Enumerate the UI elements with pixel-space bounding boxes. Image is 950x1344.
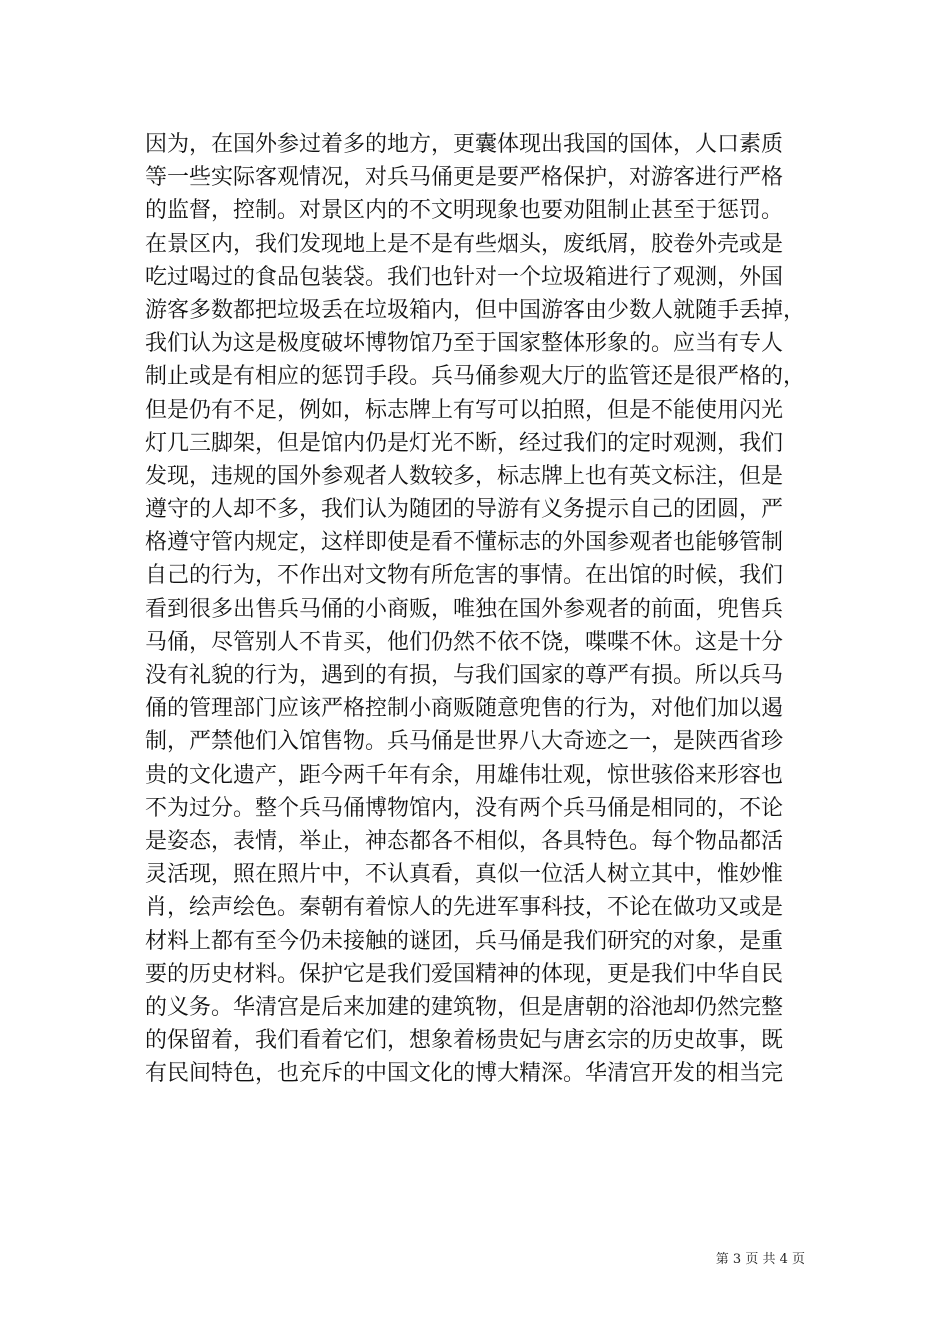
text-line: 的监督，控制。对景区内的不文明现象也要劝阻制止甚至于惩罚。 <box>145 198 784 224</box>
text-line: 材料上都有至今仍未接触的谜团，兵马俑是我们研究的对象，是重 <box>145 928 784 954</box>
text-line: 贵的文化遗产，距今两千年有余，用雄伟壮观，惊世骇俗来形容也 <box>145 762 784 788</box>
text-line: 马俑，尽管别人不肯买，他们仍然不依不饶，喋喋不休。这是十分 <box>145 629 784 655</box>
text-line: 没有礼貌的行为，遇到的有损，与我们国家的尊严有损。所以兵马 <box>145 663 784 688</box>
text-line: 制止或是有相应的惩罚手段。兵马俑参观大厅的监管还是很严格的， <box>145 364 806 390</box>
text-line: 吃过喝过的食品包装袋。我们也针对一个垃圾箱进行了观测，外国 <box>145 264 784 290</box>
text-line: 遵守的人却不多，我们认为随团的导游有义务提示自己的团圆，严 <box>145 497 784 523</box>
text-line: 发现，违规的国外参观者人数较多，标志牌上也有英文标注，但是 <box>145 463 784 489</box>
text-line: 要的历史材料。保护它是我们爱国精神的体现，更是我们中华自民 <box>145 961 784 987</box>
text-line: 俑的管理部门应该严格控制小商贩随意兜售的行为，对他们加以遏 <box>145 696 784 722</box>
text-line: 是姿态，表情，举止，神态都各不相似，各具特色。每个物品都活 <box>145 828 784 854</box>
text-line: 自己的行为，不作出对文物有所危害的事情。在出馆的时候，我们 <box>145 563 784 589</box>
text-line: 我们认为这是极度破坏博物馆乃至于国家整体形象的。应当有专人 <box>145 331 784 357</box>
text-line: 在景区内，我们发现地上是不是有些烟头，废纸屑，胶卷外壳或是 <box>145 231 784 257</box>
text-line: 但是仍有不足，例如，标志牌上有写可以拍照，但是不能使用闪光 <box>145 397 784 423</box>
text-line: 灵活现，照在照片中，不认真看，真似一位活人树立其中，惟妙惟 <box>145 862 784 888</box>
text-line: 的义务。华清宫是后来加建的建筑物，但是唐朝的浴池却仍然完整 <box>145 994 784 1020</box>
text-line: 的保留着，我们看着它们，想象着杨贵妃与唐玄宗的历史故事，既 <box>145 1028 784 1054</box>
text-line: 灯几三脚架，但是馆内仍是灯光不断，经过我们的定时观测，我们 <box>145 430 784 456</box>
text-line: 制，严禁他们入馆售物。兵马俑是世界八大奇迹之一，是陕西省珍 <box>145 729 784 755</box>
text-line: 看到很多出售兵马俑的小商贩，唯独在国外参观者的前面，兜售兵 <box>145 596 784 622</box>
text-line: 不为过分。整个兵马俑博物馆内，没有两个兵马俑是相同的，不论 <box>145 795 784 821</box>
text-line: 等一些实际客观情况，对兵马俑更是要严格保护，对游客进行严格 <box>145 165 784 191</box>
page-number: 第 3 页 共 4 页 <box>715 1252 805 1267</box>
text-line: 肖，绘声绘色。秦朝有着惊人的先进军事科技，不论在做功又或是 <box>145 895 784 921</box>
text-line: 有民间特色，也充斥的中国文化的博大精深。华清宫开发的相当完 <box>145 1061 784 1087</box>
text-line: 因为，在国外参过着多的地方，更囊体现出我国的国体，人口素质 <box>145 132 784 157</box>
text-line: 格遵守管内规定，这样即使是看不懂标志的外国参观者也能够管制 <box>145 530 784 556</box>
body-text <box>145 128 810 1090</box>
text-line: 游客多数都把垃圾丢在垃圾箱内，但中国游客由少数人就随手丢掉， <box>145 297 806 323</box>
